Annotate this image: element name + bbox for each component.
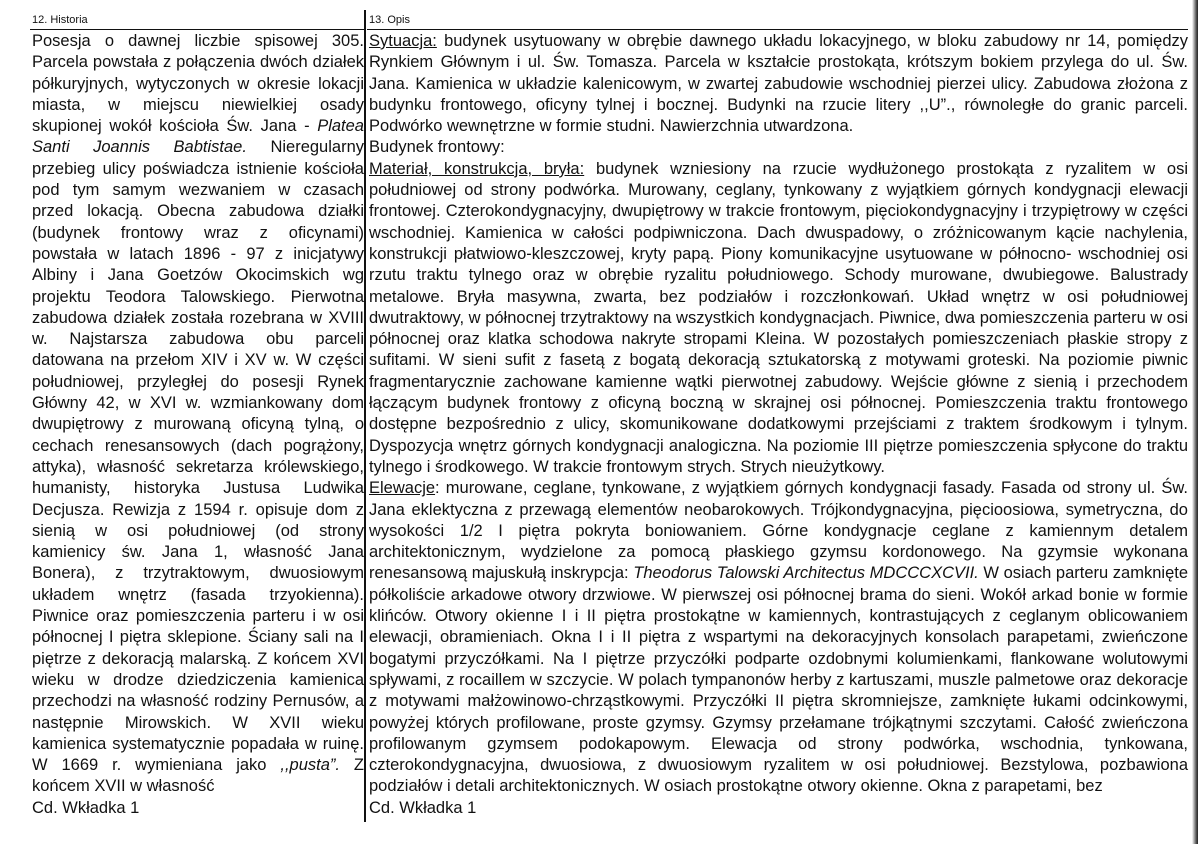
situation-paragraph — [369, 31, 1188, 137]
material-text: budynek wzniesiony na rzucie wydłużonego prostokąta z ryzalitem w osi południowej od strony podwórka. Murowany, ceglany, tynkowany z wyjątkiem górnych kondygnacji elewacji frontowej. Czterokondygnacyjny, dwupiętrowy w trakcie frontowym, pięciokondygnacyjny i trzypiętrowy w części wschodniej. Kamienica w całości podpiwniczona. Dach dwuspadowy, o zróżnicowanym kącie nachylenia, konstrukcji płatwiowo-kleszczowej, kryty papą. Piony komunikacyjne usytuowane w północno- wschodniej osi rzutu traktu tylnego oraz w obrębie ryzalitu południowego. Schody murowane, dwubiegowe. Balustrady metalowe. Bryła masywna, zwarta, bez podziałów i rozczłonkowań. Układ wnętrz w osi południowej dwutraktowy, w północnej trzytraktowy na wszystkich kondygnacjach. Piwnice, dwa pomieszczenia parteru w osi północnej oraz klatka schodowa nakryte stropami Kleina. W pozostałych pomieszczeniach płaskie stropy z sufitami. W sieni sufit z fasetą z bogatą dekoracją sztukatorską z motywami groteski. Na poziomie piwnic fragmentarycznie zachowane kamienne wątki pierwotnej zabudowy. Wejście główne z sienią i przechodem łączącym budynek frontowy z oficyną boczną w skrajnej osi północnej. Pomieszczenia traktu frontowego dostępne bezpośrednio z ulicy, skomunikowane dodatkowymi przejściami z traktem środkowym i tylnym. Dyspozycja wnętrz górnych kondygnacji analogiczna. Na poziomie III piętrze pomieszczenia spłycone do traktu tylnego i środkowego. W trakcie frontowym strych. Strych nieużytkowy. — [369, 159, 1188, 476]
situation-text: budynek usytuowany w obrębie dawnego układu lokacyjnego, w bloku zabudowy nr 14, pomiędzy Rynkiem Głównym i ul. Św. Tomasza. Parcela w kształcie prostokąta, krótszym bokiem przylega do ul. Św. Jana. Kamienica w układzie kalenicowym, w zwartej zabudowie wschodniej pierzei ulicy. Zabudowa złożona z budynku frontowego, oficyny tylnej i bocznej. Budynki na rzucie litery ,,U”., równoległe do granic parceli. Podwórko wewnętrzne w formie studni. Nawierzchnia utwardzona. — [369, 32, 1188, 136]
elevations-inscription: Theodorus Talowski Architectus MDCCCXCVII. — [633, 564, 979, 583]
elevations-label: Elewacje — [369, 479, 436, 498]
history-pusta: ,,pusta”. — [280, 756, 341, 775]
history-header: 12. Historia — [30, 10, 364, 30]
history-p3: Z końcem XVII w własność — [32, 756, 365, 796]
history-column — [30, 10, 364, 835]
description-body — [367, 30, 1188, 819]
elevations-paragraph — [369, 478, 1188, 797]
situation-label: Sytuacja: — [369, 32, 437, 50]
history-p2: Nieregularny przebieg ulicy poświadcza istnienie kościoła pod tym samym wezwaniem w czasach przed lokacją. Obecna zabudowa działki (budynek frontowy wraz z oficynami) powstała w latach 1896 - 97 z inicjatywy Albiny i Jana Goetzów Okocimskich wg projektu Teodora Talowskiego. Pierwotna zabudowa działek została rozebrana w XVIII w. Najstarsza zabudowa obu parceli datowana na przełom XIV i XV w. W części południowej, przyległej do posesji Rynek Główny 42, w XVI w. wzmiankowany dom dwupiętrowy z murowaną oficyną tylną, o cechach renesansowych (dach pogrążony, attyka), własność sekretarza królewskiego, humanisty, historyka Justusa Ludwika Decjusza. Rewizja z 1594 r. opisuje dom z sienią w osi południowej (od strony kamienicy św. Jana 1, własność Jana Bonera), z trzytraktowym, dwuosiowym układem wnętrz (fasada trzyokienna). Piwnice oraz pomieszczenia parteru i w osi północnej I piętra sklepione. Ściany sali na I piętrze z dekoracją malarską. Z końcem XVI wieku w drodze dziedziczenia kamienica przechodzi na własność rodziny Pernusów, a następnie Mirowskich. W XVII wieku kamienica systematycznie popadała w ruinę. W 1669 r. wymieniana jako — [32, 138, 364, 775]
front-building-heading: Budynek frontowy: — [369, 138, 505, 157]
scan-edge-shadow — [1192, 0, 1198, 844]
elevations-text-2: W osiach parteru zamknięte półkoliście arkadowe otwory drzwiowe. W pierwszej osi północnej brama do sieni. Wokół arkad bonie w formie klińców. Otwory okienne I i II piętra prostokątne w kamiennych, kontrastujących z ceglanym oblicowaniem elewacji, obramieniach. Okna I i II piętra z wspartymi na dekoracyjnych konsolach parapetami, zwieńczone bogatymi przyczółkami. Na I piętrze przyczółki podparte ozdobnymi kolumienkami, flankowane wolutowymi spływami, z rocaillem w szczycie. W polach tympanonów herby z kartuszami, muszle palmetowe oraz dekoracje z motywami małżowinowo-chrząstkowymi. Przyczółki II piętra skromniejsze, zamknięte łukami odcinkowymi, powyżej których profilowane, proste gzymsy. Gzymsy przełamane trójkątnymi szczytami. Całość zwieńczona profilowanym gzymsem podokapowym. Elewacja od strony podwórka, wschodnia, tynkowana, czterokondygnacyjna, dwuosiowa, z dwuosiowym ryzalitem w osi południowej. Bezstylowa, pozbawiona podziałów i detali architektonicznych. W osiach prostokątne otwory okienne. Okna z parapetami, bez — [369, 564, 1189, 796]
elevations-text: : murowane, ceglane, tynkowane, z wyjątkiem górnych kondygnacji fasady. Fasada od strony ul. Św. Jana eklektyczna z przewagą elementów neobarokowych. Trójkondygnacyjna, pięcioosiowa, symetryczna, do wysokości 1/2 I piętra pokryta boniowaniem. Górne kondygnacje ceglane z kamiennym detalem architektonicznym, wydzielone za pomocą płaskiego gzymsu kordonowego. Na gzymsie wykonana renesansową majuskułą inskrypcja: — [369, 479, 1188, 583]
description-continuation: Cd. Wkładka 1 — [369, 798, 477, 817]
material-paragraph — [369, 159, 1188, 478]
document-page — [30, 10, 1188, 835]
history-text — [32, 31, 364, 798]
description-column — [367, 10, 1188, 835]
history-p1: Posesja o dawnej liczbie spisowej 305. Parcela powstała z połączenia dwóch działek półkuryjnych, wytyczonych w okresie lokacji miasta, w miejscu niewielkiej osady skupionej wokół kościoła Św. Jana - — [32, 32, 364, 136]
column-divider — [364, 10, 366, 822]
history-continuation: Cd. Wkładka 1 — [32, 798, 140, 817]
history-latin-name: Platea Santi Joannis Babtistae. — [32, 117, 364, 157]
history-body — [30, 30, 364, 819]
description-header: 13. Opis — [367, 10, 1188, 30]
material-label: Materiał, konstrukcja, bryła: — [369, 159, 585, 178]
